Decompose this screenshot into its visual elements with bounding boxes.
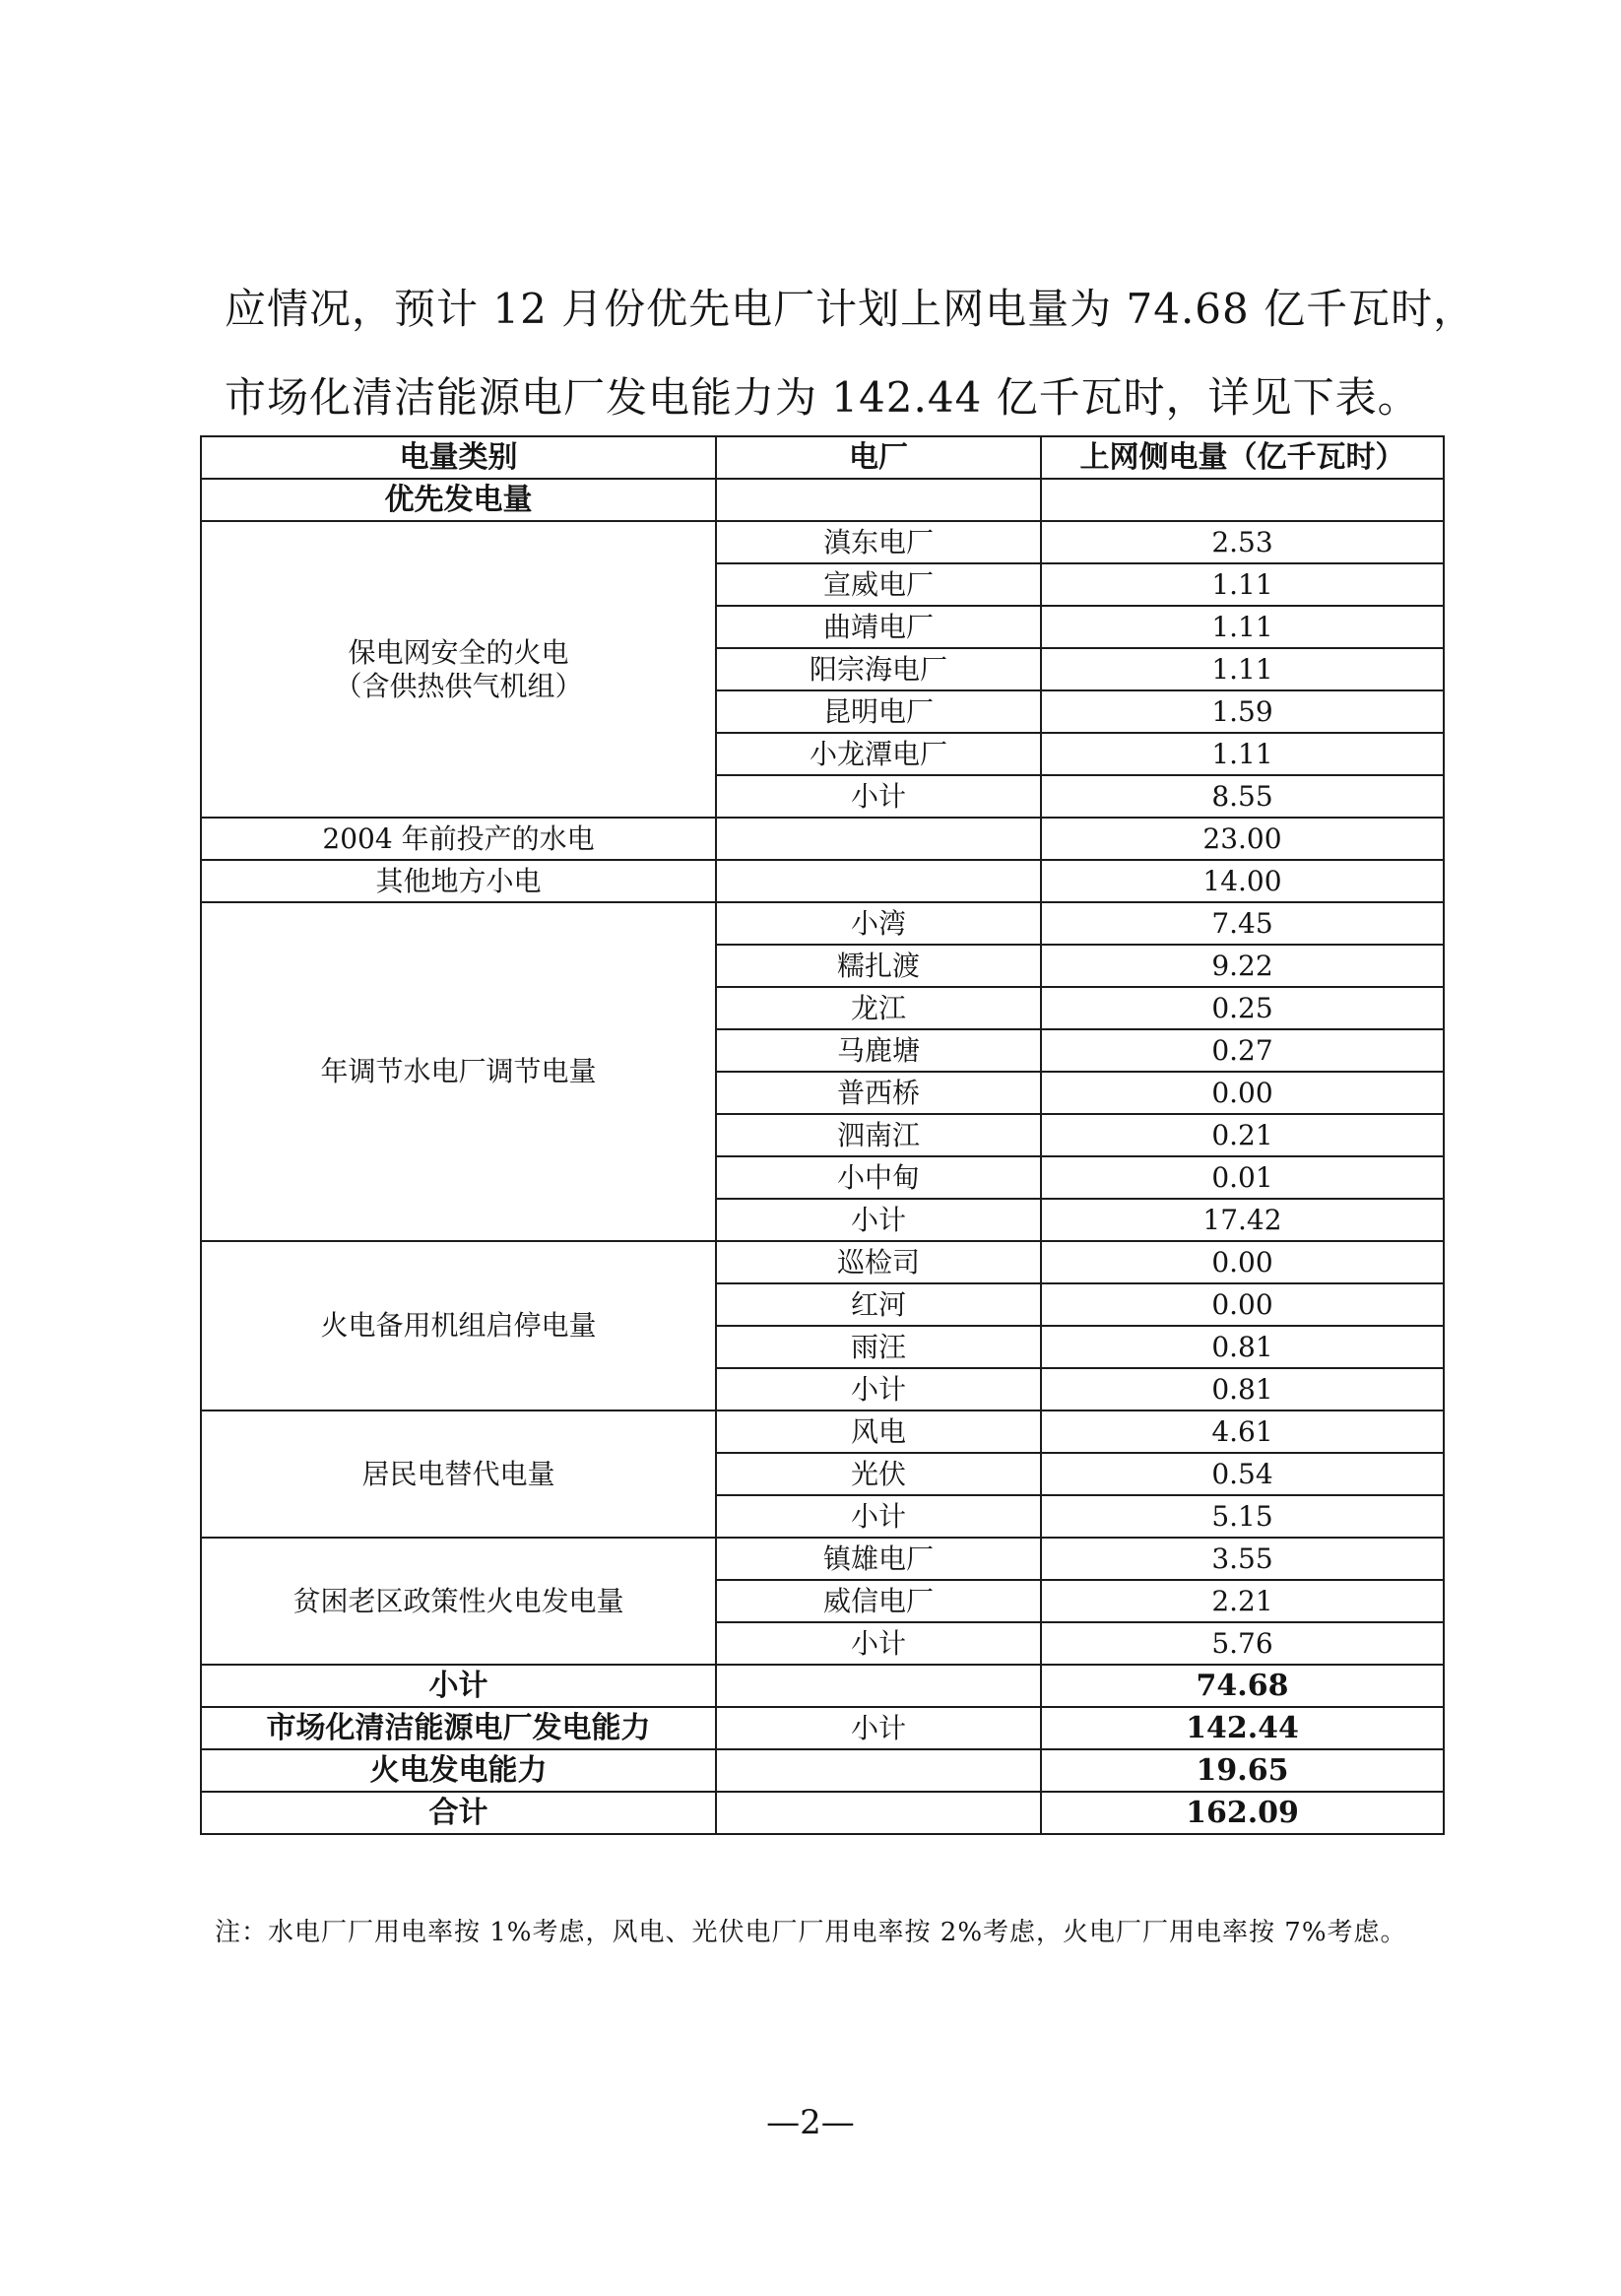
plant-name: 光伏 — [716, 1453, 1041, 1495]
group-label-poverty: 贫困老区政策性火电发电量 — [201, 1538, 716, 1665]
total-row — [201, 1792, 1444, 1834]
quantity-value: 0.00 — [1041, 1072, 1444, 1114]
category-label: 2004 年前投产的水电 — [201, 818, 716, 860]
quantity-value: 4.61 — [1041, 1410, 1444, 1453]
quantity-value: 17.42 — [1041, 1199, 1444, 1241]
header-plant: 电厂 — [716, 436, 1041, 479]
quantity-value: 14.00 — [1041, 860, 1444, 902]
table-row — [201, 818, 1444, 860]
plant-name: 泗南江 — [716, 1114, 1041, 1156]
electricity-table — [200, 435, 1445, 1835]
table-row — [201, 860, 1444, 902]
priority-row — [201, 479, 1444, 521]
quantity-value: 5.15 — [1041, 1495, 1444, 1538]
quantity-value: 0.27 — [1041, 1029, 1444, 1072]
empty-cell — [716, 818, 1041, 860]
plant-name: 宣威电厂 — [716, 563, 1041, 606]
group-label-thermal-safety — [201, 521, 716, 818]
plant-name: 红河 — [716, 1283, 1041, 1326]
quantity-value: 0.00 — [1041, 1283, 1444, 1326]
market-row — [201, 1707, 1444, 1749]
plant-name: 小中甸 — [716, 1156, 1041, 1199]
category-label: 其他地方小电 — [201, 860, 716, 902]
thermal-capacity-label: 火电发电能力 — [201, 1749, 716, 1792]
total-value: 162.09 — [1041, 1792, 1444, 1834]
empty-cell — [716, 860, 1041, 902]
quantity-value: 0.54 — [1041, 1453, 1444, 1495]
quantity-value: 9.22 — [1041, 945, 1444, 987]
header-quantity: 上网侧电量（亿千瓦时） — [1041, 436, 1444, 479]
quantity-value: 1.11 — [1041, 733, 1444, 775]
plant-name: 雨汪 — [716, 1326, 1041, 1368]
table-row — [201, 1241, 1444, 1283]
plant-name: 昆明电厂 — [716, 690, 1041, 733]
body-paragraph-line-2: 市场化清洁能源电厂发电能力为 142.44 亿千瓦时，详见下表。 — [225, 373, 1420, 422]
quantity-value: 0.25 — [1041, 987, 1444, 1029]
plant-name: 马鹿塘 — [716, 1029, 1041, 1072]
total-label: 合计 — [201, 1792, 716, 1834]
page-number: —2— — [766, 2103, 855, 2142]
plant-name: 小计 — [716, 775, 1041, 818]
quantity-value: 1.59 — [1041, 690, 1444, 733]
plant-name: 龙江 — [716, 987, 1041, 1029]
plant-name: 小计 — [716, 1199, 1041, 1241]
group-label-annual-regulation: 年调节水电厂调节电量 — [201, 902, 716, 1241]
plant-name: 小计 — [716, 1495, 1041, 1538]
empty-cell — [716, 1749, 1041, 1792]
subtotal-label: 小计 — [201, 1665, 716, 1707]
quantity-value: 0.81 — [1041, 1368, 1444, 1410]
quantity-value: 8.55 — [1041, 775, 1444, 818]
quantity-value: 0.81 — [1041, 1326, 1444, 1368]
empty-cell — [716, 1665, 1041, 1707]
group-label-line: （含供热供气机组） — [334, 669, 583, 702]
plant-name: 普西桥 — [716, 1072, 1041, 1114]
plant-name: 小龙潭电厂 — [716, 733, 1041, 775]
thermal-capacity-row — [201, 1749, 1444, 1792]
group-label-residential: 居民电替代电量 — [201, 1410, 716, 1538]
header-category: 电量类别 — [201, 436, 716, 479]
subtotal-row — [201, 1665, 1444, 1707]
plant-name: 威信电厂 — [716, 1580, 1041, 1622]
quantity-value: 0.21 — [1041, 1114, 1444, 1156]
quantity-value: 2.21 — [1041, 1580, 1444, 1622]
quantity-value: 1.11 — [1041, 563, 1444, 606]
body-paragraph-line-1: 应情况，预计 12 月份优先电厂计划上网电量为 74.68 亿千瓦时， — [225, 285, 1476, 333]
plant-name: 滇东电厂 — [716, 521, 1041, 563]
table-row — [201, 1410, 1444, 1453]
subtotal-value: 74.68 — [1041, 1665, 1444, 1707]
table-row — [201, 1538, 1444, 1580]
group-label-standby: 火电备用机组启停电量 — [201, 1241, 716, 1410]
quantity-value: 3.55 — [1041, 1538, 1444, 1580]
plant-name: 阳宗海电厂 — [716, 648, 1041, 690]
market-value: 142.44 — [1041, 1707, 1444, 1749]
plant-name: 小计 — [716, 1368, 1041, 1410]
quantity-value: 1.11 — [1041, 648, 1444, 690]
plant-name: 小湾 — [716, 902, 1041, 945]
plant-name: 风电 — [716, 1410, 1041, 1453]
plant-name: 糯扎渡 — [716, 945, 1041, 987]
thermal-capacity-value: 19.65 — [1041, 1749, 1444, 1792]
quantity-value: 0.01 — [1041, 1156, 1444, 1199]
quantity-value: 2.53 — [1041, 521, 1444, 563]
table-row — [201, 902, 1444, 945]
market-label: 市场化清洁能源电厂发电能力 — [201, 1707, 716, 1749]
empty-cell — [1041, 479, 1444, 521]
empty-cell — [716, 479, 1041, 521]
empty-cell — [716, 1792, 1041, 1834]
plant-name: 巡检司 — [716, 1241, 1041, 1283]
quantity-value: 23.00 — [1041, 818, 1444, 860]
plant-name: 镇雄电厂 — [716, 1538, 1041, 1580]
quantity-value: 7.45 — [1041, 902, 1444, 945]
header-row — [201, 436, 1444, 479]
group-label-line: 保电网安全的火电 — [348, 635, 569, 669]
plant-name: 曲靖电厂 — [716, 606, 1041, 648]
quantity-value: 5.76 — [1041, 1622, 1444, 1665]
market-plant: 小计 — [716, 1707, 1041, 1749]
priority-label: 优先发电量 — [201, 479, 716, 521]
table-note: 注：水电厂厂用电率按 1%考虑，风电、光伏电厂厂用电率按 2%考虑，火电厂厂用电率按 7%考虑。 — [215, 1918, 1407, 1947]
table-row — [201, 521, 1444, 563]
quantity-value: 1.11 — [1041, 606, 1444, 648]
plant-name: 小计 — [716, 1622, 1041, 1665]
quantity-value: 0.00 — [1041, 1241, 1444, 1283]
